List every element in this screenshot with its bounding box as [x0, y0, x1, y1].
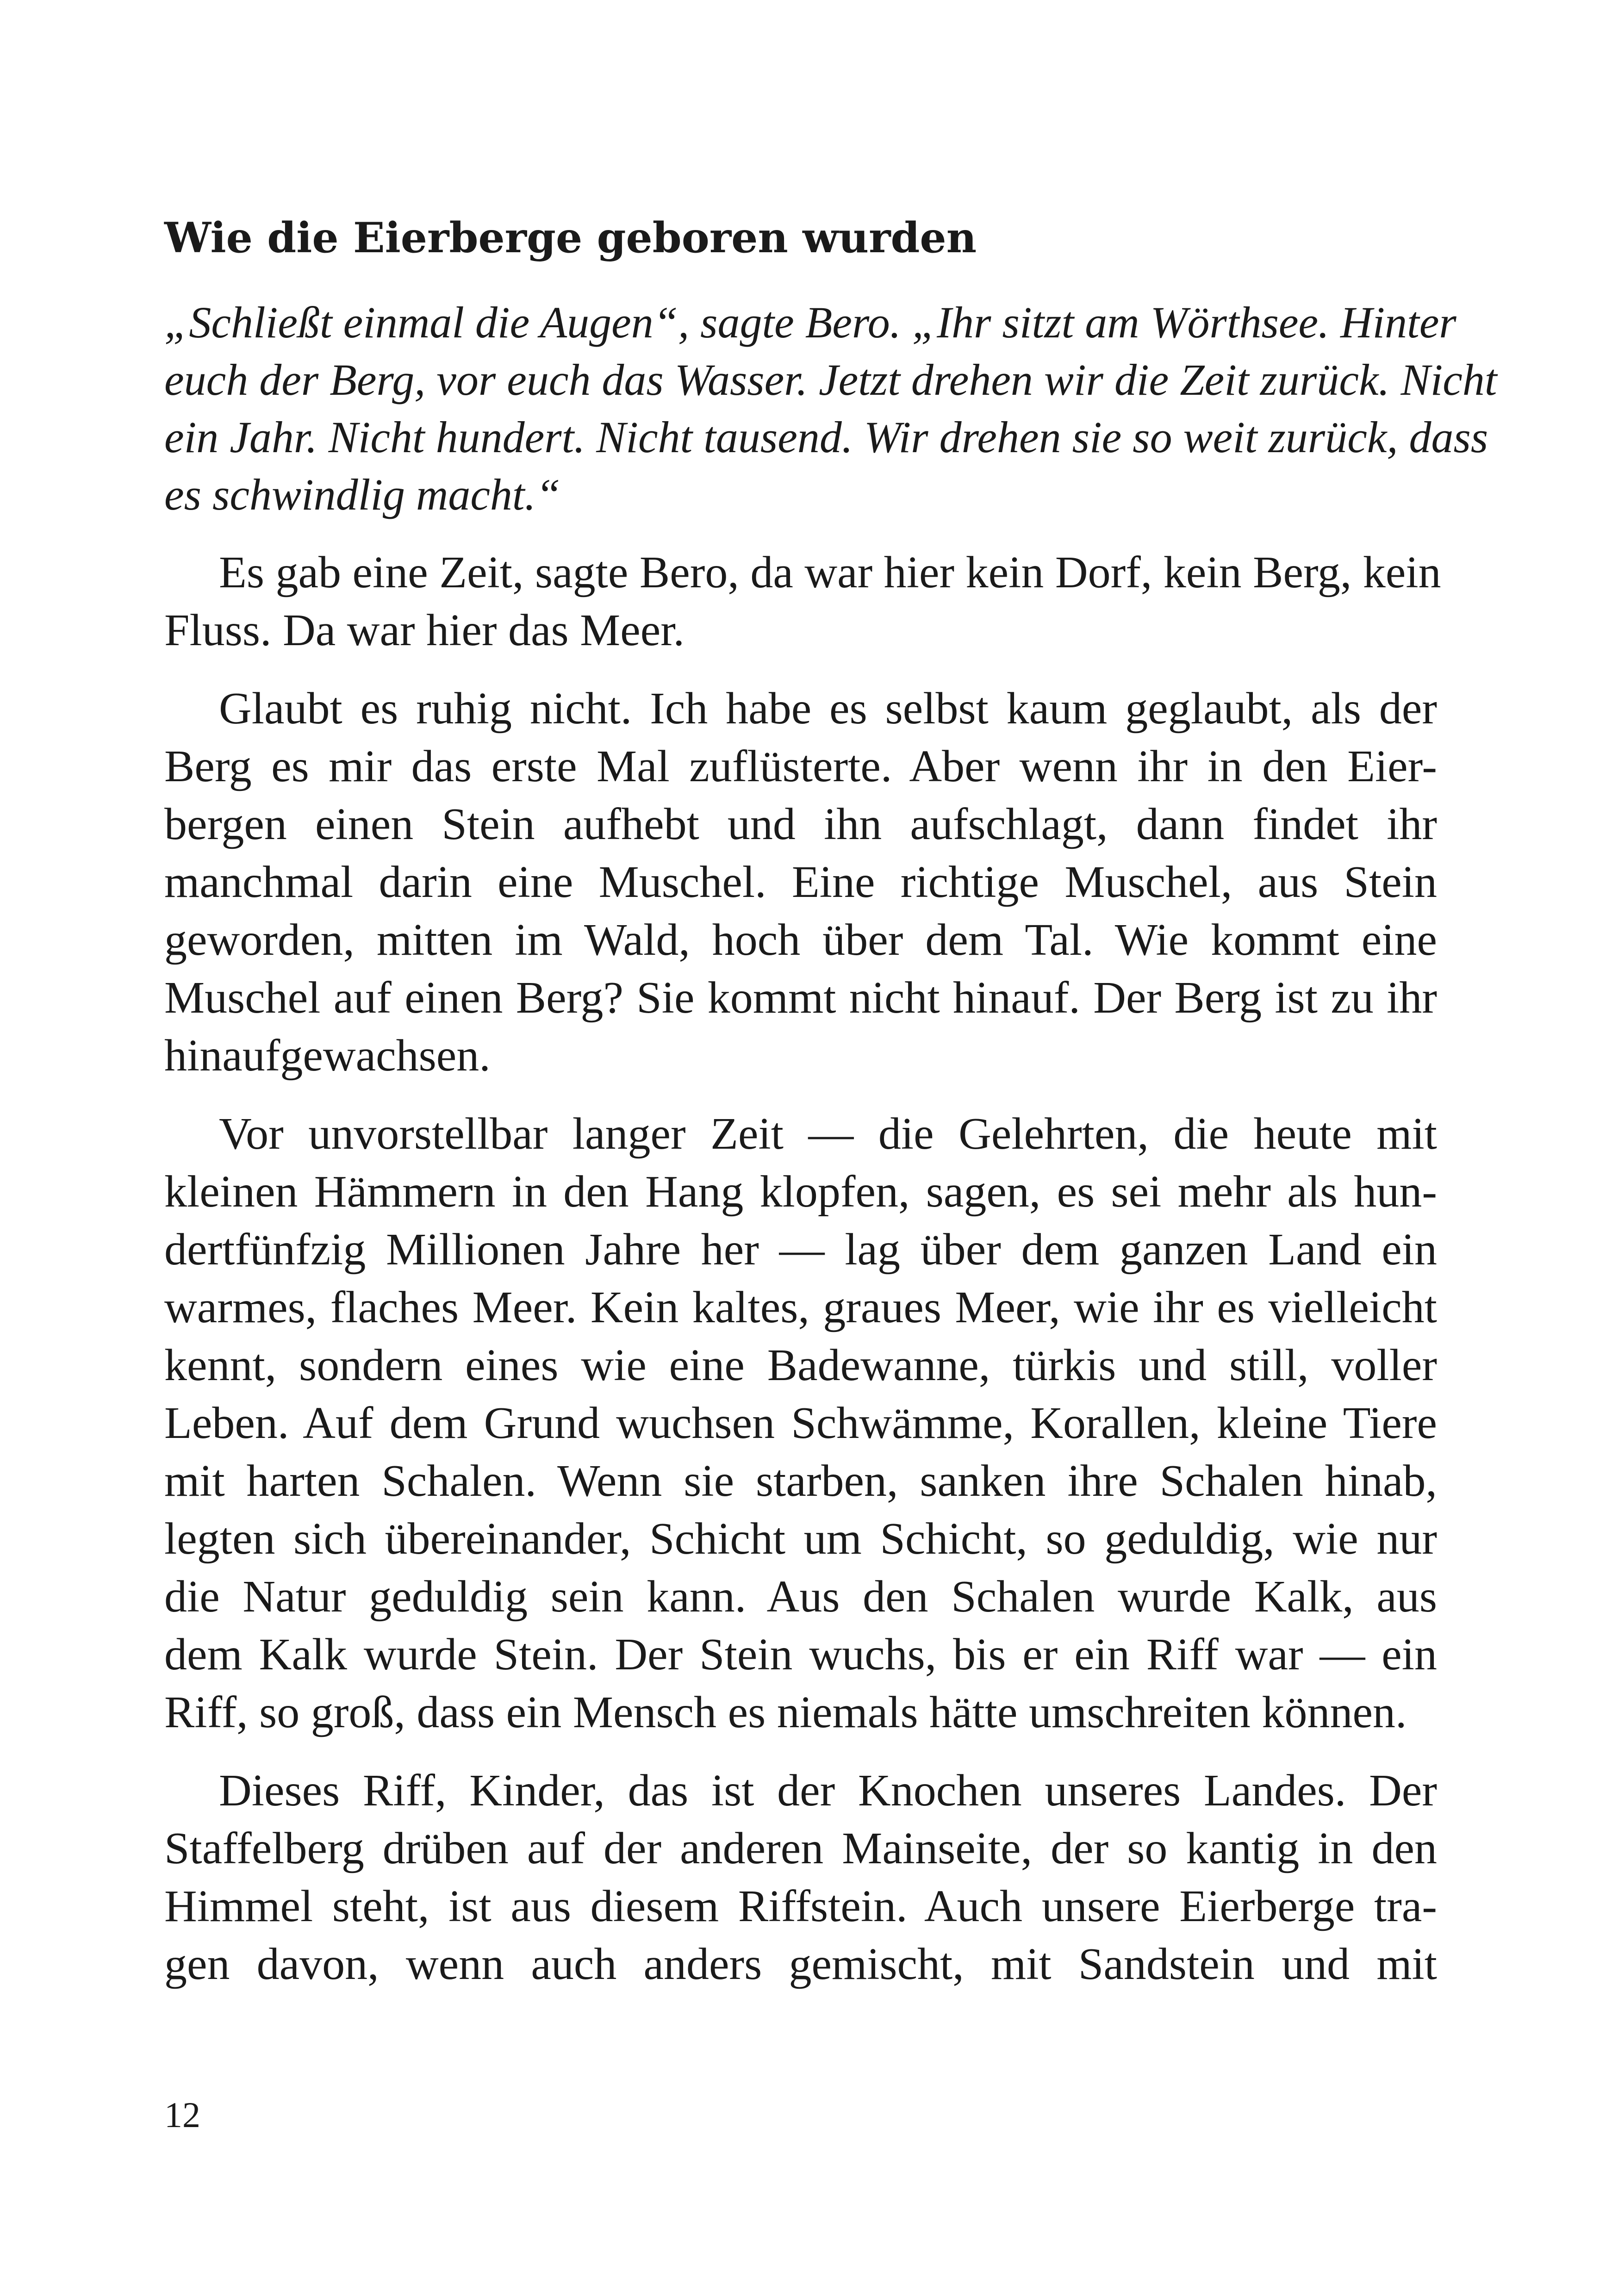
- text-line: manchmal darin eine Muschel. Eine richtige Muschel, aus Stein: [164, 857, 1437, 907]
- intro-line: euch der Berg, vor euch das Wasser. Jetzt drehen wir die Zeit zurück. Nicht: [164, 355, 1497, 404]
- text-line: gen davon, wenn auch anders gemischt, mit Sandstein und mit: [164, 1939, 1437, 1989]
- text-line: mit harten Schalen. Wenn sie starben, sanken ihre Schalen hinab,: [164, 1456, 1437, 1506]
- text-line: dem Kalk wurde Stein. Der Stein wuchs, bis er ein Riff war — ein: [164, 1630, 1437, 1680]
- text-line: hinaufgewachsen.: [164, 1031, 491, 1081]
- text-line: Glaubt es ruhig nicht. Ich habe es selbst kaum geglaubt, als der: [219, 684, 1437, 734]
- paragraph: [164, 544, 1441, 660]
- intro-line: ein Jahr. Nicht hundert. Nicht tausend. Wir drehen sie so weit zurück, dass: [164, 412, 1488, 462]
- paragraph: [164, 680, 1437, 1085]
- text-line: Muschel auf einen Berg? Sie kommt nicht hinauf. Der Berg ist zu ihr: [164, 973, 1437, 1023]
- text-line: Es gab eine Zeit, sagte Bero, da war hier kein Dorf, kein Berg, kein: [219, 548, 1441, 597]
- chapter-title: Wie die Eierberge geboren wurden: [164, 213, 977, 262]
- text-line: Himmel steht, ist aus diesem Riffstein. Auch unsere Eierberge tra-: [164, 1881, 1437, 1931]
- text-line: bergen einen Stein aufhebt und ihn aufschlagt, dann findet ihr: [164, 799, 1437, 849]
- text-line: geworden, mitten im Wald, hoch über dem Tal. Wie kommt eine: [164, 915, 1437, 965]
- intro-line: es schwindlig macht.“: [164, 470, 560, 519]
- text-line: dertfünfzig Millionen Jahre her — lag über dem ganzen Land ein: [164, 1225, 1437, 1275]
- text-line: Vor unvorstellbar langer Zeit — die Gelehrten, die heute mit: [219, 1109, 1437, 1159]
- paragraph: [164, 1105, 1437, 1742]
- text-line: Riff, so groß, dass ein Mensch es niemals hätte umschreiten können.: [164, 1687, 1407, 1737]
- text-line: Leben. Auf dem Grund wuchsen Schwämme, Korallen, kleine Tiere: [164, 1398, 1437, 1448]
- text-line: Dieses Riff, Kinder, das ist der Knochen unseres Landes. Der: [219, 1766, 1437, 1816]
- page-number: 12: [164, 2095, 200, 2135]
- body-text: [164, 544, 1441, 2014]
- text-line: die Natur geduldig sein kann. Aus den Schalen wurde Kalk, aus: [164, 1572, 1437, 1622]
- text-line: kleinen Hämmern in den Hang klopfen, sagen, es sei mehr als hun-: [164, 1167, 1437, 1217]
- intro-quote: [164, 294, 1497, 523]
- text-line: warmes, flaches Meer. Kein kaltes, graues Meer, wie ihr es vielleicht: [164, 1282, 1437, 1332]
- text-line: Staffelberg drüben auf der anderen Mainseite, der so kantig in den: [164, 1823, 1437, 1873]
- paragraph: [164, 1762, 1437, 1993]
- intro-line: „Schließt einmal die Augen“, sagte Bero. „Ihr sitzt am Wörthsee. Hinter: [164, 298, 1456, 347]
- text-line: legten sich übereinander, Schicht um Schicht, so geduldig, wie nur: [164, 1514, 1437, 1564]
- text-line: Berg es mir das erste Mal zuflüsterte. Aber wenn ihr in den Eier-: [164, 741, 1437, 791]
- text-line: kennt, sondern eines wie eine Badewanne, türkis und still, voller: [164, 1340, 1437, 1390]
- text-line: Fluss. Da war hier das Meer.: [164, 605, 685, 655]
- book-page: [164, 0, 1497, 2296]
